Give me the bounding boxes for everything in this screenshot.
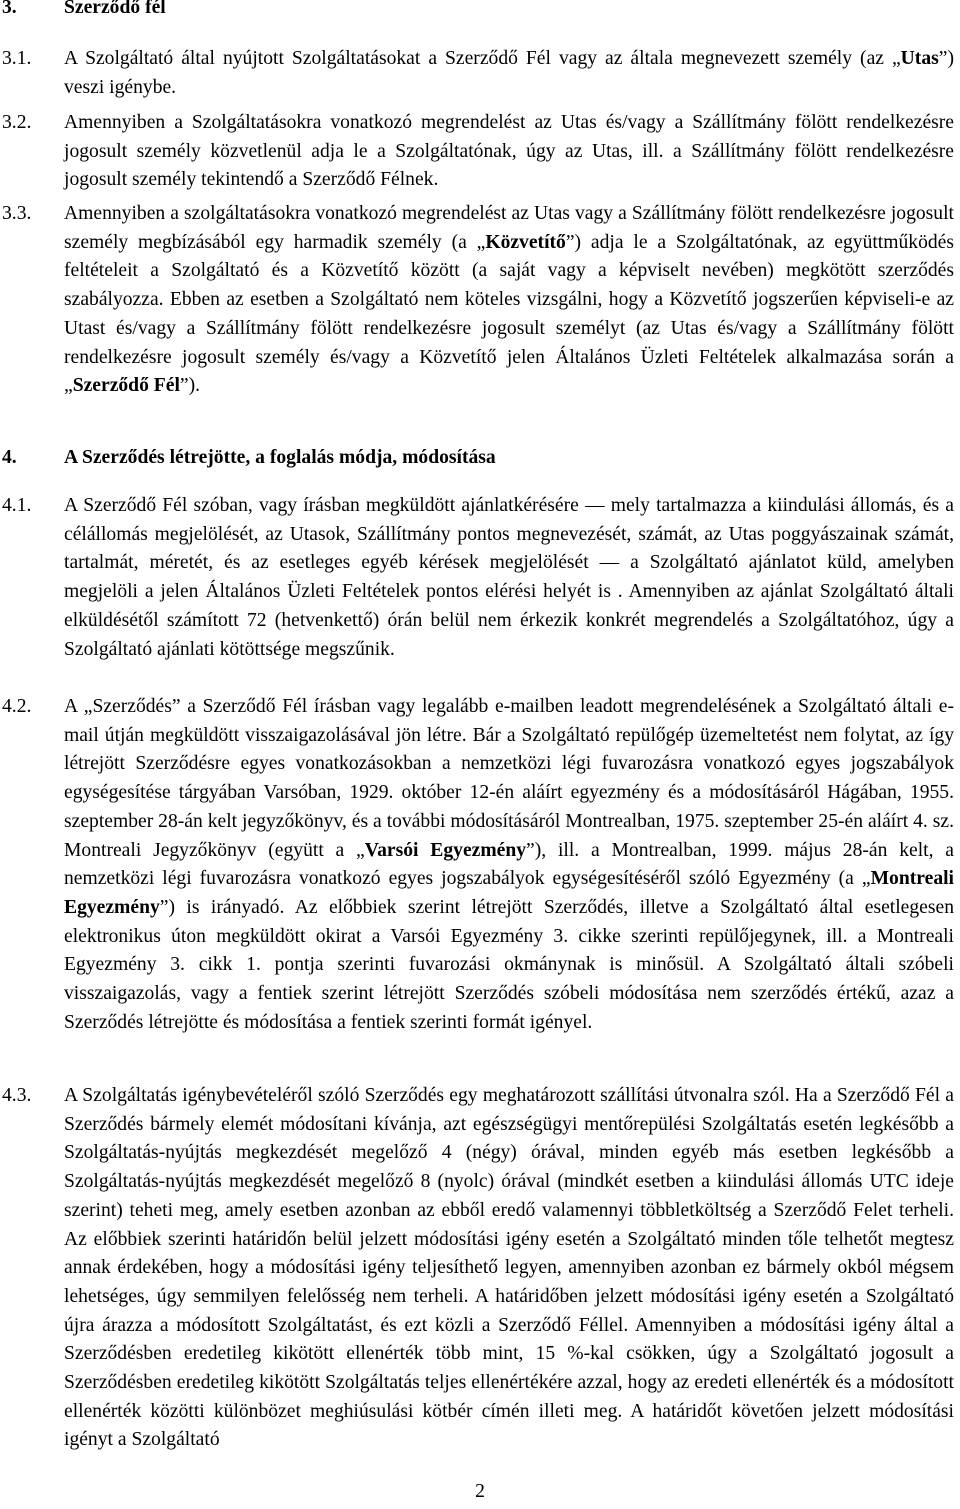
text-run: Amennyiben a Szolgáltatásokra vonatkozó megrendelést az Utas és/vagy a Szállítmány fölött rendelkezésre jogosult személy közvetlenül adja le a Szolgáltatónak, úgy az Utas, ill. a Szállítmány fölött rendelkezésre jogosult személy tekintendő a Szerződő Félnek.: [64, 112, 954, 191]
clause-number: 3.1.: [2, 48, 32, 69]
section-title: Szerződő fél: [64, 0, 166, 18]
clause-number: 3.3.: [2, 203, 32, 224]
text-run: ”) adja le a Szolgáltatónak, az együttműködés feltételeit a Szolgáltató és a Közvetítő között (a saját vagy a képviselt nevében) megkötött szerződés szabályozza. Ebben az esetben a Szolgáltató nem köteles vizsgálni, hogy a Közvetítő jogszerűen képviseli-e az Utast és/vagy a Szállítmány fölött rendelkezésre jogosult személyt (az Utas és/vagy a Szállítmány fölött rendelkezésre jogosult személy és/vagy a Közvetítő jelen Általános Üzleti Feltételek alkalmazása során a „: [64, 231, 955, 397]
text-run: A „Szerződés” a Szerződő Fél írásban vagy legalább e-mailben leadott megrendelésének a Szolgáltató általi e-mail útján megküldött visszaigazolásával jön létre. Bár a Szolgáltató repülőgép üzemeltetést nem folytat, az így létrejött Szerződésre egyes vonatkozásokban a nemzetközi légi fuvarozásra vonatkozó egyes jogszabályok egységesítése tárgyában Varsóban, 1929. október 12-én aláírt egyezmény és a módosításáról Hágában, 1955. szeptember 28-án kelt jegyzőkönyv, és a további módosításáról Montrealban, 1975. szeptember 25-én aláírt 4. sz. Montreali Jegyzőkönyv (együtt a „: [64, 696, 954, 861]
page-number: 2: [475, 1481, 485, 1502]
clause-text: [64, 200, 954, 401]
defined-term: Közvetítő: [485, 231, 566, 253]
section-number: 4.: [2, 447, 17, 468]
clause-text: [64, 693, 954, 1037]
defined-term: Montreali Egyezmény: [64, 868, 954, 918]
clause-text: [64, 492, 954, 664]
clause-number: 4.3.: [2, 1085, 32, 1106]
text-run: ”) is irányadó. Az előbbiek szerint létrejött Szerződés, illetve a Szolgáltató által esetlegesen elektronikus úton megküldött okirat a Varsói Egyezmény 3. cikke szerinti repülőjegynek, ill. a Montreali Egyezmény 3. cikk 1. pontja szerinti fuvarozási okmánynak is minősül. A Szolgáltató általi szóbeli visszaigazolás, vagy a fentiek szerint létrejött Szerződés szóbeli módosítása nem szerződés értékű, azaz a Szerződés létrejötte és módosítása a fentiek szerinti formát igényel.: [64, 896, 954, 1033]
clause-text: [64, 1082, 954, 1455]
text-run: A Szolgáltatás igénybevételéről szóló Szerződés egy meghatározott szállítási útvonalra szól. Ha a Szerződő Fél a Szerződés bármely elemét módosítani kívánja, azt egészségügyi mentőrepülési Szolgáltatás esetén legkésőbb a Szolgáltatás-nyújtás megkezdését megelőző 4 (négy) órával, minden egyéb más esetben legkésőbb a Szolgáltatás-nyújtás megkezdését megelőző 8 (nyolc) órával (mindkét esetben a kiindulási állomás UTC ideje szerint) teheti meg, amely esetben azonban az ebből eredő valamennyi többletköltség a Szerződő Felet terheli. Az előbbiek szerinti határidőn belül jelzett módosítási igény esetén a Szolgáltató minden tőle telhetőt megtesz annak érdekében, hogy a módosítási igény teljesíthető legyen, amennyiben azonban ez bármely okból mégsem lehetséges, úgy semmilyen felelősség nem terheli. A határidőben jelzett módosítási igény esetén a Szolgáltató újra árazza a módosított Szolgáltatást, és ezt közli a Szerződő Féllel. Amennyiben a módosítási igény által a Szerződésben eredetileg kikötött ellenérték több mint, 15 %-kal csökken, úgy a Szolgáltató jogosult a Szerződésben eredetileg kikötött Szolgáltatás teljes ellenértékére azzal, hogy az eredeti ellenérték és a módosított ellenérték közötti különbözet meghiúsulási kötbér címén illeti meg. A határidőt követően jelzett módosítási igényt a Szolgáltató: [64, 1085, 954, 1451]
clause-number: 3.2.: [2, 112, 32, 133]
text-run: ”).: [179, 375, 201, 397]
defined-term: Szerződő Fél: [72, 375, 180, 397]
text-run: ”) veszi igénybe.: [64, 48, 954, 98]
defined-term: Varsói Egyezmény: [364, 839, 527, 861]
text-run: ”), ill. a Montrealban, 1999. május 28-án kelt, a nemzetközi légi fuvarozásra vonatkozó egyes jogszabályok egységesítéséről szóló Egyezmény (a „: [64, 839, 954, 890]
text-run: A Szolgáltató által nyújtott Szolgáltatásokat a Szerződő Fél vagy az általa megnevezett személy (az „: [64, 48, 901, 69]
section-number: 3.: [2, 0, 17, 18]
text-run: A Szerződő Fél szóban, vagy írásban megküldött ajánlatkérésére ― mely tartalmazza a kiindulási állomás, és a célállomás megjelölését, az Utasok, Szállítmány pontos megnevezését, számát, az Utas poggyászainak számát, tartalmát, méretét, és az esetleges egyéb kérések megjelölését ― a Szolgáltató ajánlatot küld, amelyben megjelöli a jelen Általános Üzleti Feltételek pontos elérési helyét is . Amennyiben az ajánlat Szolgáltató általi elküldésétől számított 72 (hetvenkettő) órán belül nem érkezik konkrét megrendelés a Szolgáltatóhoz, úgy a Szolgáltató ajánlati kötöttsége megszűnik.: [64, 495, 954, 660]
text-run: Amennyiben a szolgáltatásokra vonatkozó megrendelést az Utas vagy a Szállítmány fölött rendelkezésre jogosult személy megbízásából egy harmadik személy (a „: [64, 203, 954, 253]
clause-text: [64, 109, 954, 195]
defined-term: Utas: [900, 48, 939, 69]
clause-number: 4.2.: [2, 696, 32, 717]
clause-text: [64, 45, 954, 102]
clause-number: 4.1.: [2, 495, 32, 516]
section-title: A Szerződés létrejötte, a foglalás módja, módosítása: [64, 447, 496, 468]
